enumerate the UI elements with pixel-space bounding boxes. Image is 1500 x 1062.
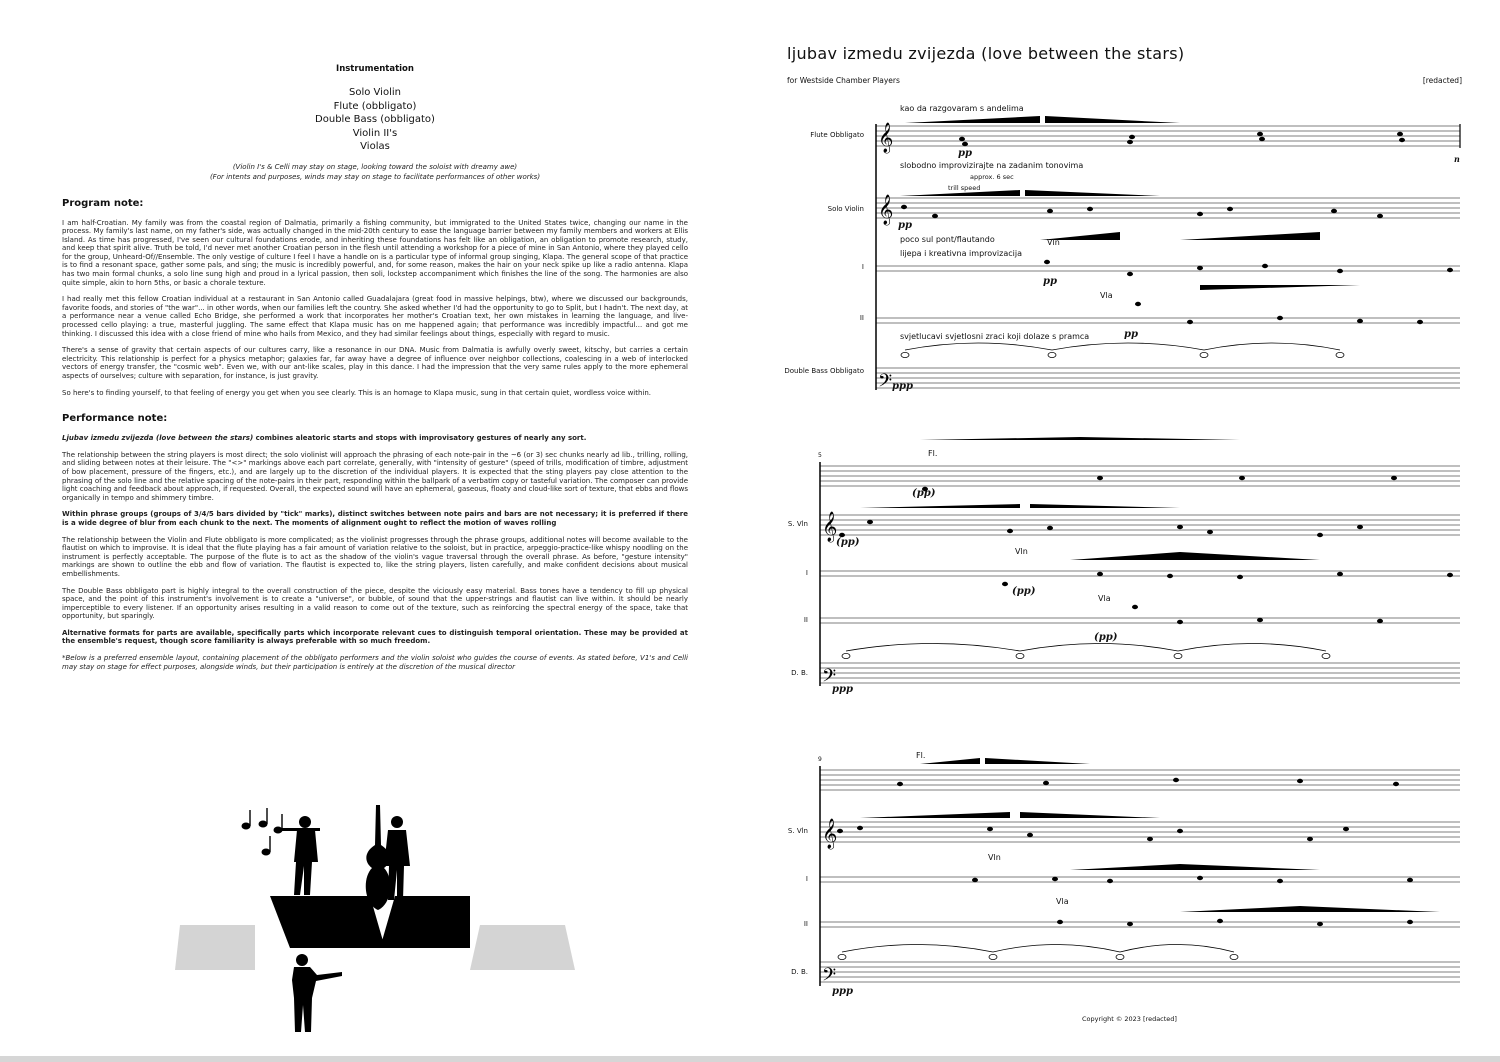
staff-double-bass-s2: [820, 663, 1460, 683]
staff-violin-i: [876, 266, 1460, 271]
violin-soloist-icon: [292, 954, 342, 1032]
program-paragraph: I am half-Croatian. My family was from the coastal region of Dalmatia, primarily a fishing community, but immigrated to the United States twice, changing our name in the process. My family's last name, on my father's side, was actually changed in the mid-20th century to ease the language barrier between my family members and workers at Ellis Island. As time has progressed, I've seen our cultural foundations erode, and inheriting these foundations has felt like an obligation, an obligation to promote research, study, and keep that spirit alive. Truth be told, I'd never met another Croatian person in the flesh until attending a workshop for a piece of mine in San Antonio, where they played cello for the group, Unheard-Of//Ensemble. The only vestige of culture I feel I have a handle on is a particular type of informal group singing, Klapa. The general scope of that practice is to find a resonant space, gather some pals, and sing; the music is incredibly powerful, and, for some reason, makes the hair on your neck spike up like a radio antenna. Klapa has two main formal chunks, a solo line sung high and proud in a lyrical passion, then soli, lockstep accompaniment which finishes the line of the song. The harmonies are also quite simple, akin to horn 5ths, or basic a chorale texture.: [62, 218, 688, 287]
dynamic-bass: ppp: [832, 684, 853, 695]
bass-tied-notes: [838, 343, 1344, 960]
score-title: ljubav izmedu zvijezda (love between the stars): [787, 44, 1185, 63]
staff-violin-ii-s3: [820, 922, 1460, 927]
cue-fl: Fl.: [916, 751, 926, 760]
label-vln-ii: II: [803, 616, 808, 624]
instrumentation-note: (For intents and purposes, winds may stay on stage to facilitate performances of other works): [209, 172, 541, 181]
performance-lead-title: Ljubav izmedu zvijezda (love between the stars): [62, 434, 254, 443]
instrument-item: Solo Violin: [349, 87, 401, 98]
performance-paragraph-bold: Alternative formats for parts are available, specifically parts which incorporate relevant cues to distinguish temporal orientation. These may be provided at the ensemble's request, though score familiarity is always preferable with so much freedom.: [62, 628, 688, 646]
program-note-heading: Program note:: [62, 197, 144, 209]
direction-flute: kao da razgovaram s andelima: [900, 104, 1024, 113]
svg-text:𝄞: 𝄞: [822, 819, 838, 849]
double-bass-player-icon: [366, 805, 410, 910]
program-paragraph: So here's to finding yourself, to that feeling of energy you get when you see clearly. This is an homage to Klapa music, sung in that certain quiet, wordless voice within.: [62, 388, 652, 397]
dynamic-niente: n: [1454, 154, 1460, 164]
cue-vln: Vln: [988, 853, 1001, 862]
cue-vla: Vla: [1098, 594, 1111, 603]
performance-paragraph-bold: Within phrase groups (groups of 3/4/5 bars divided by "tick" marks), distinct switches between note pairs and bars are not necessary; it is preferred if there is a wide degree of blur from each chunk to the next. The moments of alignment ought to reflect the motion of waves rolling: [62, 510, 688, 527]
performance-paragraph: The relationship between the Violin and Flute obbligato is more complicated; as the violinist progresses through the phrase groups, additional notes will become available to the flautist on which to improvise. It is ideal that the flute playing has a fair amount of variation relative to the soloist, but in practice, arpeggio-practice-like whispy noodling on the instrument is perfectly acceptable. The purpose of the flute is to act as the shadow of the violin's vague traversal through the overall phrase. As before, "gesture intensity" markings are shown to outline the ebb and flow of variation. The flautist is expected to, like the string players, listen carefully, and make confident decisions about musical embellishments.: [62, 535, 688, 578]
staff-violin-i-s2: [820, 571, 1460, 576]
label-s-vln: S. Vln: [787, 827, 808, 835]
music-notes-icon: [242, 808, 282, 855]
cue-vln: Vln: [1047, 238, 1060, 247]
staff-violin-ii-s2: [820, 618, 1460, 623]
performance-paragraph: The Double Bass obbligato part is highly integral to the overall construction of the piece, despite the viciously easy material. Bass tones have a tendency to fill up physical space, and the point of this instrument's involvement is to create a "universe", or bubble, of sound that the upper-strings and flautist can live within. It should be nearly imperceptible to every listener. If an opportunity arises resulting in a valid reason to come out of the texture, such as reinforcing the spectral energy of the space, take that opportunity, but sparingly.: [62, 586, 688, 621]
direction-sul-pont: poco sul pont/flautando: [900, 235, 995, 244]
svg-text:𝄞: 𝄞: [822, 512, 838, 542]
page-footer-strip: [0, 1056, 1500, 1062]
stage-platform-right: [470, 925, 575, 970]
measure-number: 5: [818, 452, 822, 459]
dynamic-vln1: (pp): [1012, 586, 1036, 597]
notes-page: [62, 60, 688, 679]
label-solo-violin: Solo Violin: [827, 205, 864, 213]
program-paragraph: I had really met this fellow Croatian individual at a restaurant in San Antonio called Guadalajara (great food in massive helpings, btw), where we discussed our backgrounds, favorite foods, and stories of "the war"... in other words, when our families left the country. She asked whether I'd had the opportunity to go to Split, but I hadn't. The next day, at a performance near a venue called Echo Bridge, she performed a work that incorporates her mother's Croatian text, her own mistakes in learning the language, and live-processed cello playing: a true, masterful juggling. The same effect that Klapa music has on me happened again; that performance was incredibly impactful... and got me thinking. I discussed this idea with a close friend of mine who hails from Mexico, and they had similar feelings about things, especially with regard to music.: [62, 295, 688, 338]
cue-vln: Vln: [1015, 547, 1028, 556]
staff-violin-ii: [876, 318, 1460, 323]
staff-flute-s2: [820, 466, 1460, 486]
stage-riser-left: [270, 896, 385, 948]
instrument-item: Double Bass (obbligato): [315, 114, 435, 125]
score-dedication: for Westside Chamber Players: [787, 76, 900, 85]
label-violin-i: I: [861, 263, 864, 271]
dynamic-vln2: pp: [1124, 329, 1138, 340]
staff-double-bass-s3: [820, 962, 1460, 982]
direction-violin: slobodno improvizirajte na zadanim tonovima: [900, 161, 1084, 170]
performance-paragraph-italic: *Below is a preferred ensemble layout, containing placement of the obbligato performers and the violin soloist who guides the course of events. As stated before, V1's and Celli may stay on stage for effect purposes, alongside winds, but their participation is entirely at the discretion of the musical director: [62, 654, 688, 671]
staff-solo-violin: [876, 198, 1460, 218]
staff-flute-s3: [820, 770, 1460, 790]
flutist-silhouette-icon: [280, 816, 320, 895]
ensemble-layout-diagram: [170, 800, 590, 1040]
dynamic-vln2: (pp): [1094, 632, 1118, 643]
direction-bass: svjetlucavi svjetlosni zraci koji dolaze s pramca: [900, 332, 1090, 341]
dynamic-flute: pp: [958, 148, 972, 159]
label-vln-i: I: [805, 875, 808, 883]
cue-vla: Vla: [1100, 291, 1113, 300]
label-d-b: D. B.: [791, 968, 808, 976]
copyright-notice: Copyright © 2023 [redacted]: [1082, 1015, 1177, 1023]
dynamic-svln: (pp): [836, 537, 860, 548]
label-vln-ii: II: [803, 920, 808, 928]
clefs: [822, 122, 893, 990]
direction-approx: approx. 6 sec: [970, 173, 1014, 181]
measure-number: 9: [818, 756, 822, 763]
instrumentation-title: Instrumentation: [336, 64, 414, 74]
performance-lead: [62, 434, 688, 443]
cue-fl: Fl.: [928, 449, 938, 458]
dynamic-bass: ppp: [892, 381, 913, 392]
staff-solo-violin-s3: [820, 822, 1460, 842]
performance-paragraph: The relationship between the string players is most direct; the solo violinist will approach the phrasing of each note-pair in the ~6 (or 3) sec chunks nearly ad lib., trilling, rolling, and sliding between notes at their leisure. The "<>" markings above each part correlate, generally, with "intensity of gesture" (speed of trills, modification of timbre, adjustment of bow placement, pressure of the fingers, etc.), and are largely up to the discretion of the individual players. It is expected that the sting players pay close attention to the phrasing of the solo line and the relative spacing of the note-pairs in their part, responding within the ballpark of a verbatim copy or tasteful variation. The composer can provide light coaching and feedback about approach, if requested. Overall, the expected sound will have an ephemeral, gaseous, floaty and cloud-like sort of texture, that ebbs and flows organically in tempo and shimmery timbre.: [62, 450, 688, 502]
staff-violin-i-s3: [820, 877, 1460, 882]
performance-note-heading: Performance note:: [62, 413, 168, 425]
svg-text:𝄞: 𝄞: [878, 123, 894, 153]
label-vln-i: I: [805, 569, 808, 577]
direction-lijepa: lijepa i kreativna improvizacija: [900, 249, 1022, 258]
dynamic-violin: pp: [898, 220, 912, 231]
dynamic-vln1: pp: [1043, 276, 1057, 287]
svg-text:𝄢: 𝄢: [822, 965, 837, 990]
instrumentation-notes: [62, 162, 688, 182]
stage-platform-left: [175, 925, 255, 970]
svg-text:𝄢: 𝄢: [878, 371, 893, 396]
staff-solo-violin-s2: [820, 515, 1460, 535]
instrument-item: Violin II's: [352, 127, 398, 139]
score-page: [760, 0, 1500, 1062]
cue-vla: Vla: [1056, 897, 1069, 906]
instrument-item: Violas: [360, 141, 390, 152]
instrument-list: [62, 86, 688, 154]
performance-lead-text: combines aleatoric starts and stops with improvisatory gestures of nearly any sort.: [253, 434, 587, 443]
direction-trill-speed: trill speed: [948, 184, 981, 192]
dynamic-bass: ppp: [832, 986, 853, 997]
svg-text:𝄞: 𝄞: [878, 195, 894, 225]
staff-double-bass: [876, 368, 1460, 388]
label-d-b: D. B.: [791, 669, 808, 677]
label-violin-ii: II: [859, 314, 864, 322]
instrument-item: Flute (obbligato): [333, 100, 417, 112]
label-double-bass-obbligato: Double Bass Obbligato: [784, 367, 864, 375]
score-notation: [760, 0, 1500, 1062]
svg-text:𝄢: 𝄢: [822, 666, 837, 691]
dynamic-fl: (pp): [912, 488, 936, 499]
program-paragraph: There's a sense of gravity that certain aspects of our cultures carry, like a resonance in our DNA. Music from Dalmatia is awfully overly sweet, kitschy, but carries a certain electricity. This relationship is perfect for a physics metaphor; galaxies far, far away have a degree of influence over neighbor collections, coalescing in a web of interlocked vectors of energy transfer, the "cosmic web". Even we, with our ant-like scales, play in this dance. I had the impression that the very same rules apply to the more ephemeral aspects of ourselves; culture with separation, for instance, is just gravity.: [62, 346, 688, 380]
stage-riser-right: [380, 896, 470, 948]
instrumentation-note: (Violin I's & Celli may stay on stage, looking toward the soloist with dreamy awe): [232, 162, 518, 171]
label-s-vln: S. Vln: [787, 520, 808, 528]
label-flute-obbligato: Flute Obbligato: [810, 131, 864, 139]
composer-name: [redacted]: [1422, 76, 1462, 85]
